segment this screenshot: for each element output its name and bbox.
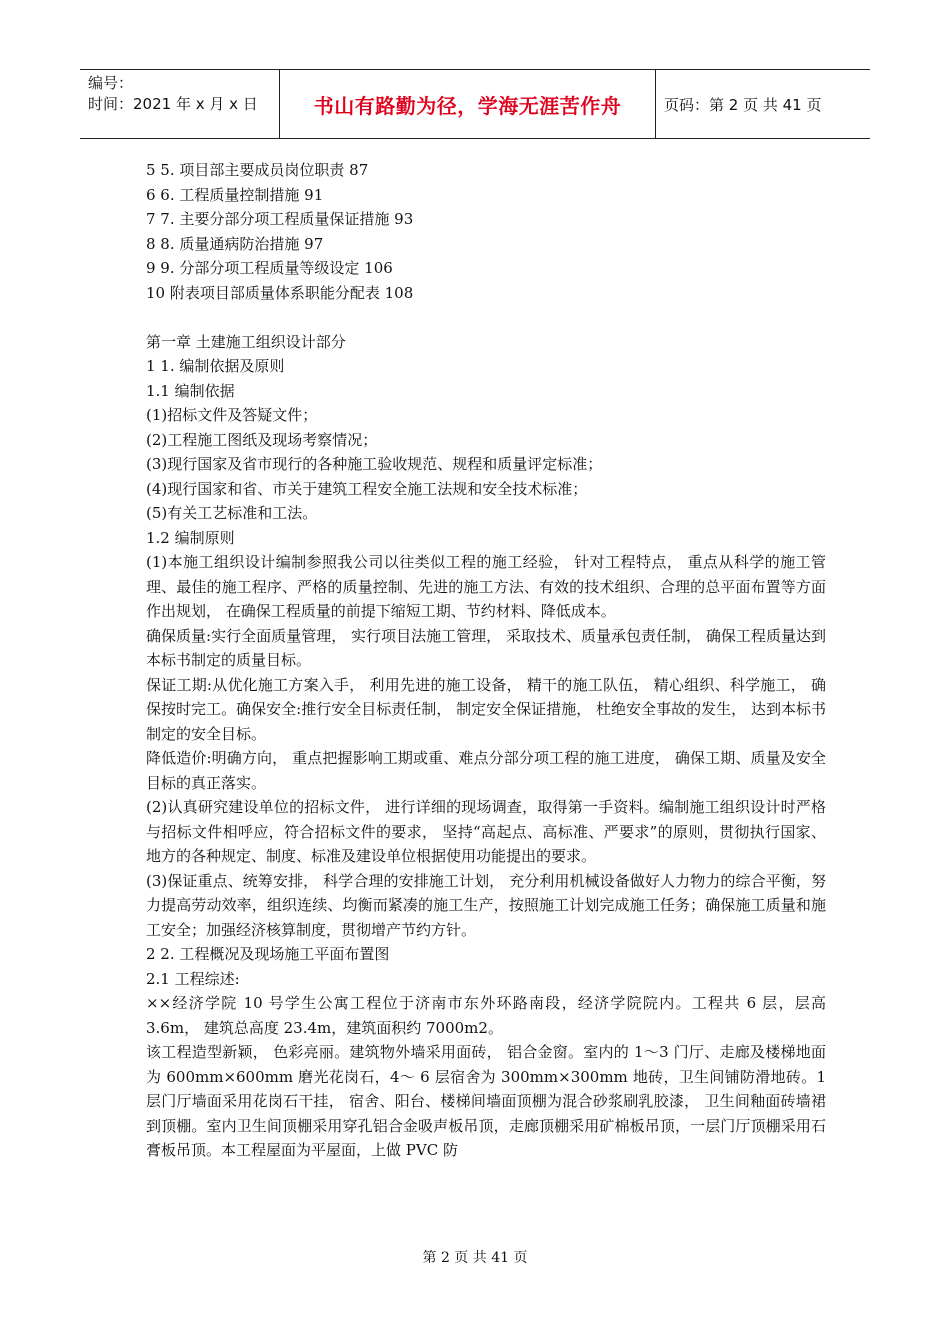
document-header [80,69,870,139]
toc-item: 5 5. 项目部主要成员岗位职责 87 [146,161,369,179]
subsection-heading: 1.1 编制依据 [146,381,235,400]
toc-item: 10 附表项目部质量体系职能分配表 108 [146,283,414,302]
subsection-heading: 2.1 工程综述: [146,969,240,988]
section-heading: 2 2. 工程概况及现场施工平面布置图 [146,945,390,963]
basis-item: (4)现行国家和省、市关于建筑工程安全施工法规和安全技术标准； [146,479,588,498]
basis-item: (2)工程施工图纸及现场考察情况； [146,430,378,449]
subsection-heading: 1.2 编制原则 [146,528,235,547]
toc-item: 7 7. 主要分部分项工程质量保证措施 93 [146,210,414,228]
document-body [146,158,826,1163]
time-label: 时间：2021 年 x 月 x 日 [88,95,258,113]
toc-item: 9 9. 分部分项工程质量等级设定 106 [146,259,393,277]
page-footer: 第 2 页 共 41 页 [422,1250,528,1266]
toc-item: 6 6. 工程质量控制措施 91 [146,185,324,204]
basis-item: (1)招标文件及答疑文件； [146,406,318,424]
paragraph: 保证工期:从优化施工方案入手， 利用先进的施工设备， 精干的施工队伍， 精心组织、科学施工， 确保按时完工。确保安全:推行安全目标责任制， 制定安全保证措施， 杜绝安全事故的发生， 达到本标书制定的安全目标。 [146,675,826,743]
paragraph: (1)本施工组织设计编制参照我公司以往类似工程的施工经验， 针对工程特点， 重点从科学的施工管理、最佳的施工程序、严格的质量控制、先进的施工方法、有效的技术组织、合理的总平面布置等方面作出规划， 在确保工程质量的前提下缩短工期、节约材料、降低成本。 [146,553,826,620]
chapter-title: 第一章 土建施工组织设计部分 [146,332,346,351]
number-label: 编号： [88,74,134,92]
basis-item: (5)有关工艺标准和工法。 [146,504,318,522]
header-meta [80,70,280,138]
paragraph: (2)认真研究建设单位的招标文件， 进行详细的现场调查，取得第一手资料。编制施工组织设计时严格与招标文件相呼应，符合招标文件的要求， 坚持“高起点、高标准、严要求”的原则，贯彻执行国家、地方的各种规定、制度、标准及建设单位根据使用功能提出的要求。 [146,798,826,865]
toc-item: 8 8. 质量通病防治措施 97 [146,234,324,253]
header-page-info: 页码：第 2 页 共 41 页 [664,95,822,114]
basis-item: (3)现行国家及省市现行的各种施工验收规范、规程和质量评定标准； [146,455,603,473]
section-heading: 1 1. 编制依据及原则 [146,357,285,375]
paragraph: 该工程造型新颖， 色彩亮丽。建筑物外墙采用面砖， 铝合金窗。室内的 1～3 门厅、走廊及楼梯地面为 600mm×600mm 磨光花岗石，4～ 6 层宿舍为 300mm×300mm 地砖，卫生间铺防滑地砖。1 层门厅墙面采用花岗石干挂， 宿舍、阳台、楼梯间墙面顶棚为混合砂浆刷乳胶漆， 卫生间釉面砖墙裙到顶棚。室内卫生间顶棚采用穿孔铝合金吸声板吊顶，走廊顶棚采用矿棉板吊顶，一层门厅顶棚采用石膏板吊顶。本工程屋面为平屋面，上做 PVC 防 [146,1043,826,1159]
paragraph: ××经济学院 10 号学生公寓工程位于济南市东外环路南段，经济学院院内。工程共 6 层，层高 3.6m， 建筑总高度 23.4m，建筑面积约 7000m2。 [146,994,826,1037]
paragraph: (3)保证重点、统筹安排， 科学合理的安排施工计划， 充分利用机械设备做好人力物力的综合平衡，努力提高劳动效率，组织连续、均衡而紧凑的施工生产，按照施工计划完成施工任务；确保施工质量和施工安全；加强经济核算制度，贯彻增产节约方针。 [146,871,826,939]
paragraph: 降低造价:明确方向， 重点把握影响工期或重、难点分部分项工程的施工进度， 确保工期、质量及安全目标的真正落实。 [146,749,826,792]
paragraph: 确保质量:实行全面质量管理， 实行项目法施工管理， 采取技术、质量承包责任制， 确保工程质量达到本标书制定的质量目标。 [146,626,826,669]
header-motto: 书山有路勤为径，学海无涯苦作舟 [280,70,656,138]
